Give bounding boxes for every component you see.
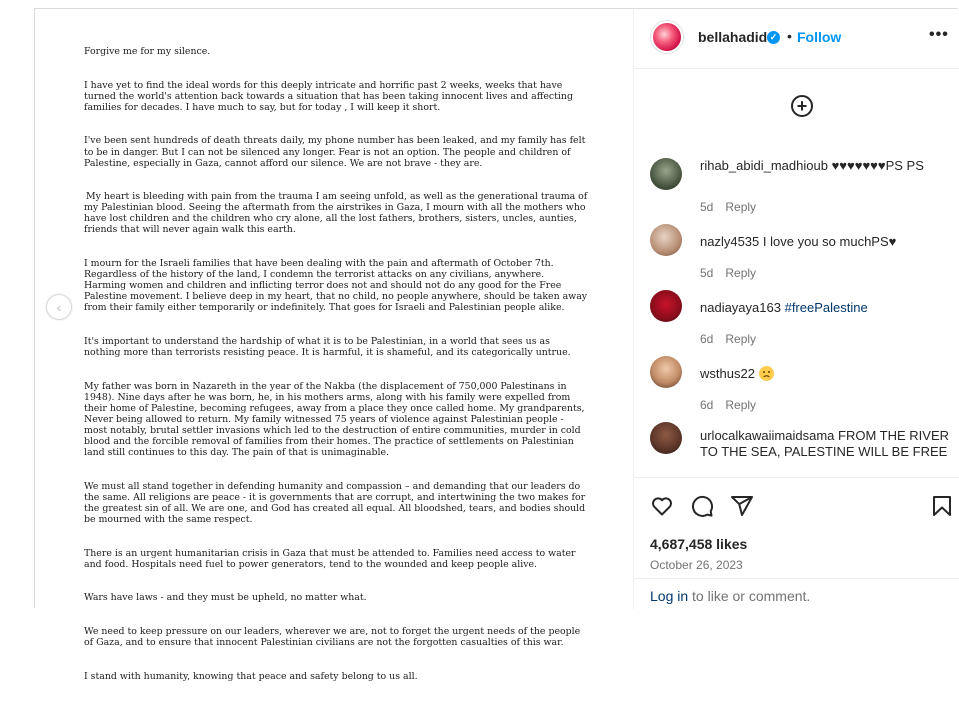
login-prompt bbox=[634, 578, 959, 610]
letter-paragraph: I stand with humanity, knowing that peace and safety belong to us all. bbox=[84, 670, 418, 682]
letter-paragraph: We must all stand together in defending humanity and compassion – and demanding that our leaders do the same. All religions are peace - it is governments that are corrupt, and intertwining the two makes for the greatest sin of all. We are one, and God has created all equal. All bloodshed, tears, and bodies should be mourned with the same respect. bbox=[84, 480, 586, 526]
avatar[interactable] bbox=[651, 21, 683, 53]
reply-button[interactable]: Reply bbox=[725, 200, 757, 214]
comment-icon[interactable] bbox=[690, 494, 714, 518]
reply-button[interactable]: Reply bbox=[725, 332, 757, 346]
comments-list bbox=[634, 146, 959, 476]
comment-username[interactable]: urlocalkawaiimaidsama bbox=[700, 428, 835, 443]
post-dialog bbox=[34, 8, 958, 682]
bookmark-icon[interactable] bbox=[930, 494, 954, 518]
comment-meta bbox=[700, 398, 756, 412]
comment-age: 5d bbox=[700, 266, 714, 280]
follow-button[interactable]: Follow bbox=[797, 29, 842, 45]
comment-meta bbox=[700, 200, 756, 214]
comment-username[interactable]: nadiayaya163 bbox=[700, 300, 781, 315]
login-prompt-text: to like or comment. bbox=[688, 588, 811, 604]
more-options-icon[interactable]: ••• bbox=[929, 26, 949, 43]
sad-emoji-icon bbox=[759, 366, 774, 381]
reply-button[interactable]: Reply bbox=[725, 398, 757, 412]
avatar[interactable] bbox=[650, 224, 682, 256]
comment-username[interactable]: rihab_abidi_madhioub bbox=[700, 158, 828, 173]
heart-icon[interactable] bbox=[650, 494, 674, 518]
avatar[interactable] bbox=[650, 158, 682, 190]
previous-slide-button[interactable] bbox=[46, 294, 72, 320]
comment-body bbox=[700, 158, 955, 174]
statement-letter bbox=[84, 35, 589, 704]
comment-body bbox=[700, 366, 955, 382]
letter-paragraph: I mourn for the Israeli families that have been dealing with the pain and aftermath of October 7th. Regardless of the history of the land, I condemn the terrorist attacks on any civilians, anywhere. Harming women and children and inflicting terror does not and should not do any good for the Free Palestine movement. I believe deep in my heart, that no child, no people anywhere, should be taken away from their family either temporarily or indefinitely. That goes for Israeli and Palestinian people alike. bbox=[84, 258, 588, 314]
share-icon[interactable] bbox=[730, 494, 754, 518]
reply-button[interactable]: Reply bbox=[725, 266, 757, 280]
avatar[interactable] bbox=[650, 422, 682, 454]
comment-age: 5d bbox=[700, 200, 714, 214]
username-link[interactable]: bellahadid bbox=[698, 29, 768, 45]
letter-paragraph: We need to keep pressure on our leaders, wherever we are, not to forget the urgent needs of the people of Gaza, and to ensure that innocent Palestinian civilians are not the forgotten casualties of this war. bbox=[84, 625, 581, 649]
comment-text: ♥♥♥♥♥♥♥PS PS bbox=[831, 158, 924, 173]
add-comment-icon[interactable]: + bbox=[791, 95, 813, 117]
comment-body bbox=[700, 234, 955, 250]
comment-text: I love you so muchPS♥ bbox=[762, 234, 897, 249]
post-image bbox=[35, 9, 634, 682]
chevron-left-icon: ‹ bbox=[56, 299, 62, 315]
letter-paragraph: My heart is bleeding with pain from the trauma I am seeing unfold, as well as the generational trauma of my Palestinian blood. Seeing the aftermath from the airstrikes in Gaza, I mourn with all the mothers who have lost children and the children who cry alone, all the lost fathers, brothers, sisters, uncles, aunties, friends that will never again walk this earth. bbox=[84, 191, 588, 236]
verified-badge-icon: ✓ bbox=[767, 31, 780, 44]
comment-text: FROM THE RIVER TO THE SEA, PALESTINE WILL BE FREE bbox=[700, 428, 950, 459]
letter-paragraph: My father was born in Nazareth in the year of the Nakba (the displacement of 750,000 Palestinans in 1948). Nine days after he was born, he, in his mothers arms, along with his family were expelled from their home of Palestine, becoming refugees, away from a place they once called home. My grandparents, Never being allowed to return. My family witnessed 75 years of violence against Palestinian people - most notably, brutal settler invasions which led to the destruction of entire communities, murder in cold blood and the forcible removal of families from their homes. The practice of settlements on Palestinian land still continues to this day. The pain of that is unimaginable. bbox=[84, 380, 585, 459]
comment-hashtag[interactable]: #freePalestine bbox=[784, 300, 868, 315]
comment-body bbox=[700, 300, 955, 316]
post-sidebar bbox=[634, 9, 959, 609]
comment-body bbox=[700, 428, 955, 460]
separator: • bbox=[787, 28, 792, 44]
avatar[interactable] bbox=[650, 356, 682, 388]
letter-paragraph: It's important to understand the hardship of what it is to be Palestinian, in a world that sees us as nothing more than terrorists resisting peace. It is harmful, it is shameful, and its categorically untrue. bbox=[84, 336, 571, 359]
comment-age: 6d bbox=[700, 398, 714, 412]
login-link[interactable]: Log in bbox=[650, 588, 689, 604]
letter-paragraph: I have yet to find the ideal words for this deeply intricate and horrific past 2 weeks, weeks that have turned the world's attention back towards a situation that has been taking innocent lives and affecting families for decades. I have much to say, but for today , I will keep it short. bbox=[84, 79, 573, 113]
comment-username[interactable]: wsthus22 bbox=[700, 366, 755, 381]
letter-paragraph: I've been sent hundreds of death threats daily, my phone number has been leaked, and my family has felt to be in danger. But I can not be silenced any longer. Fear is not an option. The people and children of Palestine, especially in Gaza, cannot afford our silence. We are not brave - they are. bbox=[84, 135, 586, 169]
comment-age: 6d bbox=[700, 332, 714, 346]
action-bar bbox=[634, 477, 959, 609]
post-date[interactable]: October 26, 2023 bbox=[650, 558, 743, 572]
comment-username[interactable]: nazly4535 bbox=[700, 234, 760, 249]
avatar[interactable] bbox=[650, 290, 682, 322]
comment-meta bbox=[700, 266, 756, 280]
comment-meta bbox=[700, 332, 756, 346]
letter-paragraph: There is an urgent humanitarian crisis in Gaza that must be attended to. Families need access to water and food. Hospitals need fuel to power generators, tend to the wounded and keep people alive. bbox=[84, 547, 576, 570]
letter-paragraph: Wars have laws - and they must be upheld, no matter what. bbox=[84, 592, 367, 604]
letter-paragraph: Forgive me for my silence. bbox=[84, 46, 211, 58]
likes-count[interactable]: 4,687,458 likes bbox=[650, 536, 748, 552]
post-header bbox=[634, 9, 959, 69]
